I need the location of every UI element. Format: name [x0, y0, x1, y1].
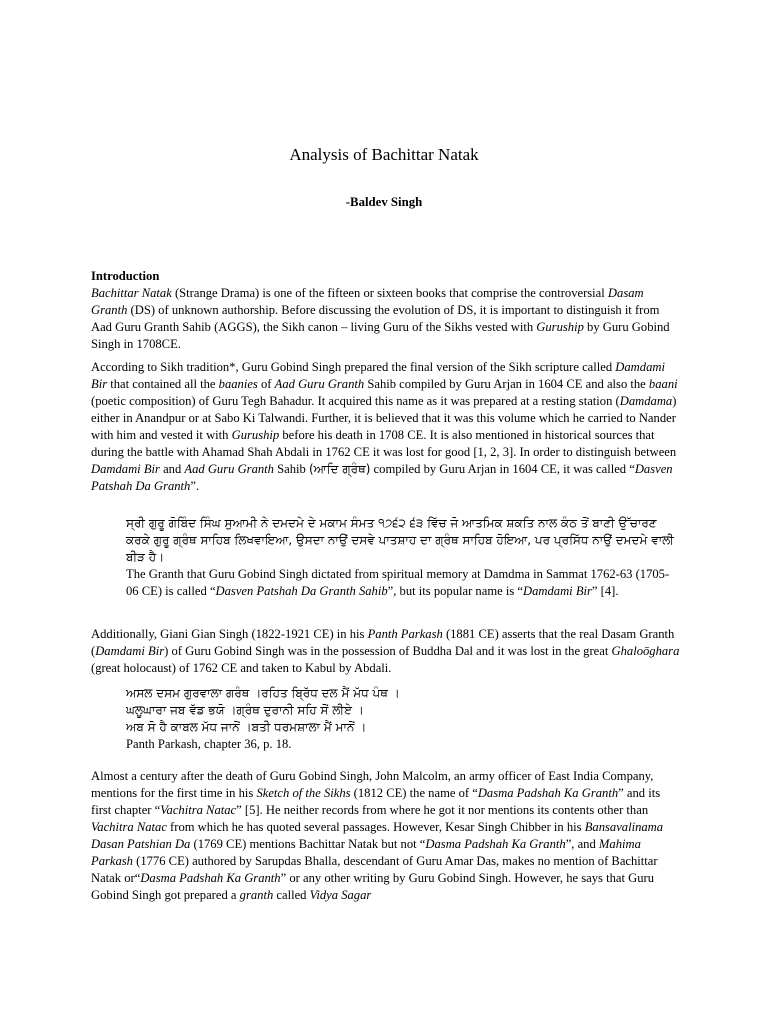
text-run: ” [4].	[591, 584, 619, 598]
text-run: ”, and	[565, 837, 599, 851]
text-run: compiled by Guru Arjan in 1604 CE, it was called “	[370, 462, 635, 476]
text-run: (DS) of unknown authorship. Before discussing the evolution of DS, it is important to distinguish it from Aad Guru Granth Sahib (AGGS), the Sikh canon – living Guru of the Sikhs vested with	[91, 303, 660, 334]
text-run: ” [5]. He neither records from where he got it nor mentions its contents other than	[236, 803, 649, 817]
text-run: from which he has quoted several passages. However, Kesar Singh Chibber in his	[166, 820, 585, 834]
italic-term: Vachitra Natac	[91, 820, 167, 834]
text-run: before his death in 1708 CE. It is also mentioned in historical sources that during the battle with Ahamad Shah Abdali in 1762 CE it was lost for good [1, 2, 3]. In order to distinguish between	[91, 428, 677, 459]
italic-term: Aad Guru Granth	[184, 462, 274, 476]
paragraph	[91, 626, 681, 677]
text-run: called	[273, 888, 310, 902]
document-title: Analysis of Bachittar Natak	[289, 145, 479, 164]
text-run: of	[257, 377, 275, 391]
italic-term: Bachittar Natak	[91, 286, 172, 300]
text-run: (great holocaust) of 1762 CE and taken to Kabul by Abdali.	[91, 661, 392, 675]
text-run: ”.	[190, 479, 200, 493]
text-run: ”, but its popular name is “	[387, 584, 523, 598]
gurmukhi-quote: ਸ੍ਰੀ ਗੁਰੂ ਗੋਬਿੰਦ ਸਿੰਘ ਸੁਆਮੀ ਨੇ ਦਮਦਮੇ ਦੇ ਮਕਾਮ ਸੰਮਤ ੧੭੬੨ ੬੩ ਵਿੱਚ ਜੋ ਆਤਮਿਕ ਸ਼ਕਤਿ ਨਾਲ ਕੰਠ ਤੋਂ ਬਾਣੀ ਉੱਚਾਰਣ ਕਰਕੇ ਗੁਰੂ ਗ੍ਰੰਥ ਸਾਹਿਬ ਲਿਖਵਾਇਆ, ਉਸਦਾ ਨਾਉਂ ਦਸਵੇ ਪਾਤਸ਼ਾਹ ਦਾ ਗ੍ਰੰਥ ਸਾਹਿਬ ਹੋਇਆ, ਪਰ ਪ੍ਰਸਿੱਧ ਨਾਉਂ ਦਮਦਮੇ ਵਾਲੀ ਬੀੜ ਹੈ।	[126, 516, 674, 564]
paragraph-sikh-tradition	[91, 359, 681, 495]
text-run: that contained all the	[107, 377, 219, 391]
italic-term: Aad Guru Granth	[274, 377, 365, 391]
italic-term: Guruship	[536, 320, 584, 334]
verse-line: ਘਲੂਘਾਰਾ ਜਬ ਵੱਡ ਭਯੋ ।ਗ੍ਰੰਥ ਦੁਰਾਨੀ ਸਹਿ ਸੋਂ ਲੀਏ ।	[126, 703, 364, 717]
text-run: Almost a century after the death of Guru Gobind Singh, John Malcolm, an army officer of East India Company, mentions for the first time in his	[91, 769, 654, 800]
text-run: Additionally, Giani Gian Singh (1822-1921 CE) in his	[91, 627, 368, 641]
text-run: (Strange Drama) is one of the fifteen or sixteen books that comprise the controversial	[171, 286, 608, 300]
text-run: The Granth that Guru Gobind Singh dictated from spiritual memory at Damdma in Sammat 1762-63 (1705-06 CE) is called “	[126, 567, 670, 598]
text-run: Sahib	[273, 462, 309, 476]
author-byline: -Baldev Singh	[345, 195, 423, 209]
gurmukhi-inline: (ਆਦਿ ਗ੍ਰੰਥ)	[308, 462, 371, 476]
italic-term: granth	[239, 888, 274, 902]
text-run: Sahib compiled by Guru Arjan in 1604 CE and also the	[364, 377, 649, 391]
italic-term: Mahima Parkash	[91, 837, 641, 868]
italic-term: Dasma Padshah Ka Granth	[425, 837, 566, 851]
paragraph	[91, 285, 681, 353]
verse-citation: Panth Parkash, chapter 36, p. 18.	[126, 737, 292, 751]
text-run: by Guru Gobind Singh in 1708CE.	[91, 320, 670, 351]
paragraph	[91, 768, 681, 904]
text-run: and	[159, 462, 185, 476]
paragraph	[91, 359, 681, 495]
text-run: (1769 CE) mentions Bachittar Natak but not “	[190, 837, 426, 851]
italic-term: Guruship	[231, 428, 280, 442]
verse-line: ਅਸਲ ਦਸਮ ਗੁਰਵਾਲਾ ਗਰੰਥ ।ਰਹਿਤ ਬ੍ਰਿੱਧ ਦਲ ਮੈਂ ਮੱਧ ਪੰਥ ।	[126, 686, 400, 700]
text-run: (1881 CE) asserts that the real Dasam Granth (	[91, 627, 675, 658]
text-run: According to Sikh tradition*, Guru Gobind Singh prepared the final version of the Sikh scripture called	[91, 360, 616, 374]
italic-term: Ghaloōghara	[611, 644, 680, 658]
text-run: (1776 CE) authored by Sarupdas Bhalla, descendant of Guru Amar Das, makes no mention of Bachittar Natak or“	[91, 854, 658, 885]
italic-term: Dasma Padshah Ka Granth	[477, 786, 619, 800]
paragraph-malcolm	[91, 768, 681, 904]
block-quote-gurmukhi	[126, 515, 681, 600]
text-run: ) of Guru Gobind Singh was in the possession of Buddha Dal and it was lost in the great	[164, 644, 612, 658]
italic-term: Vachitra Natac	[160, 803, 237, 817]
quote-translation	[126, 566, 681, 600]
italic-term: Damdami Bir	[523, 584, 592, 598]
italic-term: Damdami Bir	[91, 360, 665, 391]
verse-quote	[126, 685, 681, 753]
text-run: (1812 CE) the name of “	[350, 786, 478, 800]
italic-term: baanies	[218, 377, 258, 391]
italic-term: Panth Parkash	[367, 627, 443, 641]
italic-term: Dasam Granth	[91, 286, 644, 317]
text-run: ) either in Anandpur or at Sabo Ki Talwandi. Further, it is believed that it was this volume which he carried to Nander with him and vested it with	[91, 394, 677, 442]
italic-term: Damdami Bir	[95, 644, 165, 658]
text-run: (poetic composition) of Guru Tegh Bahadur. It acquired this name as it was prepared at a resting station (	[91, 394, 620, 408]
italic-term: Damdama	[619, 394, 673, 408]
text-run: ” or any other writing by Guru Gobind Singh. However, he says that Guru Gobind Singh got prepared a	[91, 871, 655, 902]
italic-term: Sketch of the Sikhs	[256, 786, 351, 800]
verse-line: ਅਬ ਸੋ ਹੈ ਕਾਬਲ ਮੱਧ ਜਾਨੋਂ ।ਬਤੀ ਧਰਮਸ਼ਾਲਾ ਮੈਂ ਮਾਨੋਂ ।	[126, 720, 367, 734]
introduction-section	[91, 268, 681, 353]
italic-term: baani	[648, 377, 678, 391]
italic-term: Dasven Patshah Da Granth Sahib	[215, 584, 388, 598]
text-run: ” and its first chapter “	[91, 786, 661, 817]
italic-term: Bansavalinama Dasan Patshian Da	[91, 820, 664, 851]
paragraph-panth-parkash	[91, 626, 681, 677]
italic-term: Damdami Bir	[91, 462, 160, 476]
italic-term: Vidya Sagar	[309, 888, 372, 902]
section-heading: Introduction	[91, 269, 160, 283]
italic-term: Dasven Patshah Da Granth	[91, 462, 673, 493]
italic-term: Dasma Padshah Ka Granth	[140, 871, 281, 885]
